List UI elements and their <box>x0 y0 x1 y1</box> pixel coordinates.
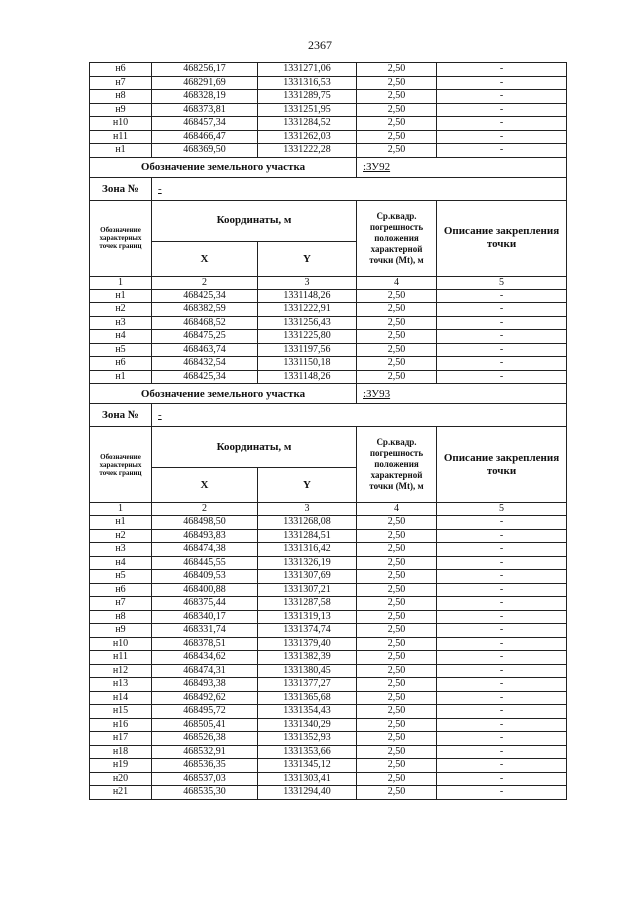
point-cell: н15 <box>90 705 152 719</box>
description-cell: - <box>437 103 567 117</box>
zona-value <box>152 177 567 200</box>
y-cell: 1331365,68 <box>258 691 357 705</box>
x-cell: 468457,34 <box>152 117 258 131</box>
x-cell: 468373,81 <box>152 103 258 117</box>
x-cell: 468382,59 <box>152 303 258 317</box>
y-cell: 1331222,91 <box>258 303 357 317</box>
y-cell: 1331303,41 <box>258 772 357 786</box>
description-cell: - <box>437 357 567 371</box>
coordinates-header: Координаты, м <box>152 427 357 468</box>
x-cell: 468432,54 <box>152 357 258 371</box>
description-header: Описание закрепления точки <box>437 200 567 276</box>
x-cell: 468536,35 <box>152 759 258 773</box>
point-cell: н8 <box>90 90 152 104</box>
accuracy-cell: 2,50 <box>357 678 437 692</box>
point-cell: н3 <box>90 316 152 330</box>
table-row <box>90 343 567 357</box>
y-cell: 1331268,08 <box>258 516 357 530</box>
accuracy-cell: 2,50 <box>357 144 437 158</box>
x-cell: 468466,47 <box>152 130 258 144</box>
accuracy-cell: 2,50 <box>357 664 437 678</box>
point-cell: н1 <box>90 370 152 384</box>
table-row <box>90 529 567 543</box>
point-cell: н10 <box>90 637 152 651</box>
description-cell: - <box>437 597 567 611</box>
description-cell: - <box>437 289 567 303</box>
coordinates-table-body <box>90 63 567 800</box>
accuracy-cell: 2,50 <box>357 303 437 317</box>
description-cell: - <box>437 343 567 357</box>
point-cell: н11 <box>90 130 152 144</box>
accuracy-cell: 2,50 <box>357 570 437 584</box>
header-row <box>90 427 567 468</box>
accuracy-cell: 2,50 <box>357 772 437 786</box>
accuracy-cell: 2,50 <box>357 556 437 570</box>
accuracy-cell: 2,50 <box>357 745 437 759</box>
x-cell: 468425,34 <box>152 370 258 384</box>
description-cell: - <box>437 316 567 330</box>
x-cell: 468474,31 <box>152 664 258 678</box>
accuracy-cell: 2,50 <box>357 529 437 543</box>
table-row <box>90 597 567 611</box>
x-cell: 468493,38 <box>152 678 258 692</box>
point-cell: н5 <box>90 343 152 357</box>
y-cell: 1331289,75 <box>258 90 357 104</box>
accuracy-cell: 2,50 <box>357 343 437 357</box>
point-cell: н4 <box>90 330 152 344</box>
y-cell: 1331316,42 <box>258 543 357 557</box>
y-cell: 1331307,69 <box>258 570 357 584</box>
x-cell: 468378,51 <box>152 637 258 651</box>
y-cell: 1331316,53 <box>258 76 357 90</box>
accuracy-cell: 2,50 <box>357 718 437 732</box>
description-cell: - <box>437 543 567 557</box>
parcel-row <box>90 157 567 177</box>
description-header: Описание закрепления точки <box>437 427 567 503</box>
description-cell: - <box>437 144 567 158</box>
x-cell: 468532,91 <box>152 745 258 759</box>
y-cell: 1331284,51 <box>258 529 357 543</box>
accuracy-cell: 2,50 <box>357 543 437 557</box>
description-cell: - <box>437 786 567 800</box>
parcel-value <box>357 157 567 177</box>
point-cell: н6 <box>90 357 152 371</box>
accuracy-cell: 2,50 <box>357 597 437 611</box>
column-number: 3 <box>258 276 357 289</box>
table-row <box>90 570 567 584</box>
description-cell: - <box>437 529 567 543</box>
x-cell: 468537,03 <box>152 772 258 786</box>
table-row <box>90 63 567 77</box>
point-cell: н5 <box>90 570 152 584</box>
table-row <box>90 678 567 692</box>
description-cell: - <box>437 303 567 317</box>
coordinates-table <box>89 62 567 800</box>
description-cell: - <box>437 583 567 597</box>
point-cell: н10 <box>90 117 152 131</box>
point-cell: н2 <box>90 529 152 543</box>
x-cell: 468409,53 <box>152 570 258 584</box>
table-row <box>90 772 567 786</box>
accuracy-cell: 2,50 <box>357 63 437 77</box>
accuracy-cell: 2,50 <box>357 289 437 303</box>
description-cell: - <box>437 330 567 344</box>
accuracy-cell: 2,50 <box>357 786 437 800</box>
table-row <box>90 370 567 384</box>
description-cell: - <box>437 556 567 570</box>
x-cell: 468463,74 <box>152 343 258 357</box>
column-number-row <box>90 276 567 289</box>
point-cell: н1 <box>90 289 152 303</box>
accuracy-cell: 2,50 <box>357 705 437 719</box>
point-cell: н2 <box>90 303 152 317</box>
description-cell: - <box>437 130 567 144</box>
table-row <box>90 357 567 371</box>
point-cell: н11 <box>90 651 152 665</box>
y-cell: 1331319,13 <box>258 610 357 624</box>
accuracy-cell: 2,50 <box>357 624 437 638</box>
y-cell: 1331352,93 <box>258 732 357 746</box>
description-cell: - <box>437 664 567 678</box>
point-cell: н12 <box>90 664 152 678</box>
description-cell: - <box>437 63 567 77</box>
accuracy-cell: 2,50 <box>357 76 437 90</box>
table-row <box>90 289 567 303</box>
point-cell: н16 <box>90 718 152 732</box>
table-row <box>90 651 567 665</box>
x-cell: 468493,83 <box>152 529 258 543</box>
accuracy-cell: 2,50 <box>357 90 437 104</box>
table-row <box>90 718 567 732</box>
table-row <box>90 144 567 158</box>
y-cell: 1331148,26 <box>258 289 357 303</box>
table-row <box>90 745 567 759</box>
y-cell: 1331380,45 <box>258 664 357 678</box>
description-cell: - <box>437 759 567 773</box>
y-cell: 1331150,18 <box>258 357 357 371</box>
table-row <box>90 90 567 104</box>
parcel-value-text: :ЗУ92 <box>363 161 391 173</box>
x-cell: 468328,19 <box>152 90 258 104</box>
description-cell: - <box>437 705 567 719</box>
table-row <box>90 610 567 624</box>
point-cell: н17 <box>90 732 152 746</box>
x-cell: 468256,17 <box>152 63 258 77</box>
accuracy-cell: 2,50 <box>357 130 437 144</box>
x-cell: 468369,50 <box>152 144 258 158</box>
table-row <box>90 759 567 773</box>
table-row <box>90 330 567 344</box>
y-cell: 1331374,74 <box>258 624 357 638</box>
x-cell: 468498,50 <box>152 516 258 530</box>
point-cell: н1 <box>90 516 152 530</box>
point-cell: н21 <box>90 786 152 800</box>
y-cell: 1331340,29 <box>258 718 357 732</box>
y-cell: 1331326,19 <box>258 556 357 570</box>
accuracy-cell: 2,50 <box>357 610 437 624</box>
accuracy-cell: 2,50 <box>357 651 437 665</box>
y-cell: 1331307,21 <box>258 583 357 597</box>
table-row <box>90 624 567 638</box>
accuracy-cell: 2,50 <box>357 103 437 117</box>
point-cell: н20 <box>90 772 152 786</box>
column-number: 2 <box>152 276 258 289</box>
description-cell: - <box>437 732 567 746</box>
table-row <box>90 543 567 557</box>
y-cell: 1331225,80 <box>258 330 357 344</box>
y-cell: 1331148,26 <box>258 370 357 384</box>
x-cell: 468445,55 <box>152 556 258 570</box>
x-cell: 468375,44 <box>152 597 258 611</box>
parcel-row <box>90 384 567 404</box>
y-cell: 1331354,43 <box>258 705 357 719</box>
accuracy-cell: 2,50 <box>357 316 437 330</box>
parcel-label: Обозначение земельного участка <box>90 157 357 177</box>
accuracy-header: Ср.квадр. погрешность положения характерной точки (Mt), м <box>357 427 437 503</box>
y-cell: 1331256,43 <box>258 316 357 330</box>
point-cell: н6 <box>90 63 152 77</box>
x-cell: 468505,41 <box>152 718 258 732</box>
y-cell: 1331379,40 <box>258 637 357 651</box>
accuracy-cell: 2,50 <box>357 732 437 746</box>
y-cell: 1331345,12 <box>258 759 357 773</box>
point-cell: н9 <box>90 103 152 117</box>
x-cell: 468526,38 <box>152 732 258 746</box>
description-cell: - <box>437 678 567 692</box>
parcel-value-text: :ЗУ93 <box>363 387 391 400</box>
y-cell: 1331294,40 <box>258 786 357 800</box>
page-number: 2367 <box>308 38 332 52</box>
point-cell: н18 <box>90 745 152 759</box>
x-cell: 468425,34 <box>152 289 258 303</box>
description-cell: - <box>437 745 567 759</box>
point-cell: н13 <box>90 678 152 692</box>
point-cell: н9 <box>90 624 152 638</box>
accuracy-cell: 2,50 <box>357 583 437 597</box>
table-row <box>90 76 567 90</box>
zona-value-text: - <box>158 182 162 195</box>
zona-row <box>90 404 567 427</box>
x-cell: 468331,74 <box>152 624 258 638</box>
table-row <box>90 664 567 678</box>
table-row <box>90 583 567 597</box>
description-cell: - <box>437 624 567 638</box>
description-cell: - <box>437 651 567 665</box>
zona-value <box>152 404 567 427</box>
x-cell: 468434,62 <box>152 651 258 665</box>
accuracy-cell: 2,50 <box>357 330 437 344</box>
point-cell: н14 <box>90 691 152 705</box>
accuracy-cell: 2,50 <box>357 637 437 651</box>
parcel-value <box>357 384 567 404</box>
description-cell: - <box>437 637 567 651</box>
coordinates-header: Координаты, м <box>152 200 357 241</box>
x-cell: 468340,17 <box>152 610 258 624</box>
description-cell: - <box>437 718 567 732</box>
x-cell: 468535,30 <box>152 786 258 800</box>
y-cell: 1331353,66 <box>258 745 357 759</box>
table-row <box>90 316 567 330</box>
point-cell: н1 <box>90 144 152 158</box>
x-header: X <box>152 468 258 503</box>
column-number: 3 <box>258 503 357 516</box>
table-row <box>90 516 567 530</box>
description-cell: - <box>437 90 567 104</box>
accuracy-cell: 2,50 <box>357 357 437 371</box>
column-number: 1 <box>90 503 152 516</box>
x-cell: 468468,52 <box>152 316 258 330</box>
header-row <box>90 200 567 241</box>
description-cell: - <box>437 370 567 384</box>
y-cell: 1331197,56 <box>258 343 357 357</box>
description-cell: - <box>437 76 567 90</box>
description-cell: - <box>437 610 567 624</box>
accuracy-cell: 2,50 <box>357 759 437 773</box>
column-number: 2 <box>152 503 258 516</box>
table-row <box>90 786 567 800</box>
x-cell: 468475,25 <box>152 330 258 344</box>
description-cell: - <box>437 570 567 584</box>
table-row <box>90 130 567 144</box>
table-row <box>90 117 567 131</box>
y-cell: 1331382,39 <box>258 651 357 665</box>
point-cell: н4 <box>90 556 152 570</box>
y-cell: 1331222,28 <box>258 144 357 158</box>
point-label-header: Обозначение характерных точек границ <box>90 200 152 276</box>
zona-value-text: - <box>158 409 162 421</box>
x-cell: 468495,72 <box>152 705 258 719</box>
point-cell: н7 <box>90 76 152 90</box>
accuracy-header: Ср.квадр. погрешность положения характерной точки (Mt), м <box>357 200 437 276</box>
zona-row <box>90 177 567 200</box>
description-cell: - <box>437 691 567 705</box>
point-cell: н7 <box>90 597 152 611</box>
column-number: 4 <box>357 503 437 516</box>
accuracy-cell: 2,50 <box>357 370 437 384</box>
parcel-label: Обозначение земельного участка <box>90 384 357 404</box>
x-header: X <box>152 241 258 276</box>
point-cell: н19 <box>90 759 152 773</box>
description-cell: - <box>437 772 567 786</box>
table-row <box>90 303 567 317</box>
accuracy-cell: 2,50 <box>357 117 437 131</box>
table-row <box>90 732 567 746</box>
point-cell: н6 <box>90 583 152 597</box>
table-row <box>90 556 567 570</box>
table-row <box>90 637 567 651</box>
x-cell: 468474,38 <box>152 543 258 557</box>
y-cell: 1331251,95 <box>258 103 357 117</box>
x-cell: 468400,88 <box>152 583 258 597</box>
y-cell: 1331377,27 <box>258 678 357 692</box>
x-cell: 468492,62 <box>152 691 258 705</box>
zona-label: Зона № <box>90 177 152 200</box>
zona-label: Зона № <box>90 404 152 427</box>
column-number-row <box>90 503 567 516</box>
column-number: 4 <box>357 276 437 289</box>
point-cell: н8 <box>90 610 152 624</box>
table-row <box>90 691 567 705</box>
y-header: Y <box>258 468 357 503</box>
table-row <box>90 705 567 719</box>
column-number: 1 <box>90 276 152 289</box>
y-cell: 1331271,06 <box>258 63 357 77</box>
accuracy-cell: 2,50 <box>357 691 437 705</box>
point-cell: н3 <box>90 543 152 557</box>
y-header: Y <box>258 241 357 276</box>
point-label-header: Обозначение характерных точек границ <box>90 427 152 503</box>
y-cell: 1331262,03 <box>258 130 357 144</box>
y-cell: 1331287,58 <box>258 597 357 611</box>
description-cell: - <box>437 117 567 131</box>
x-cell: 468291,69 <box>152 76 258 90</box>
table-row <box>90 103 567 117</box>
accuracy-cell: 2,50 <box>357 516 437 530</box>
description-cell: - <box>437 516 567 530</box>
column-number: 5 <box>437 276 567 289</box>
column-number: 5 <box>437 503 567 516</box>
y-cell: 1331284,52 <box>258 117 357 131</box>
